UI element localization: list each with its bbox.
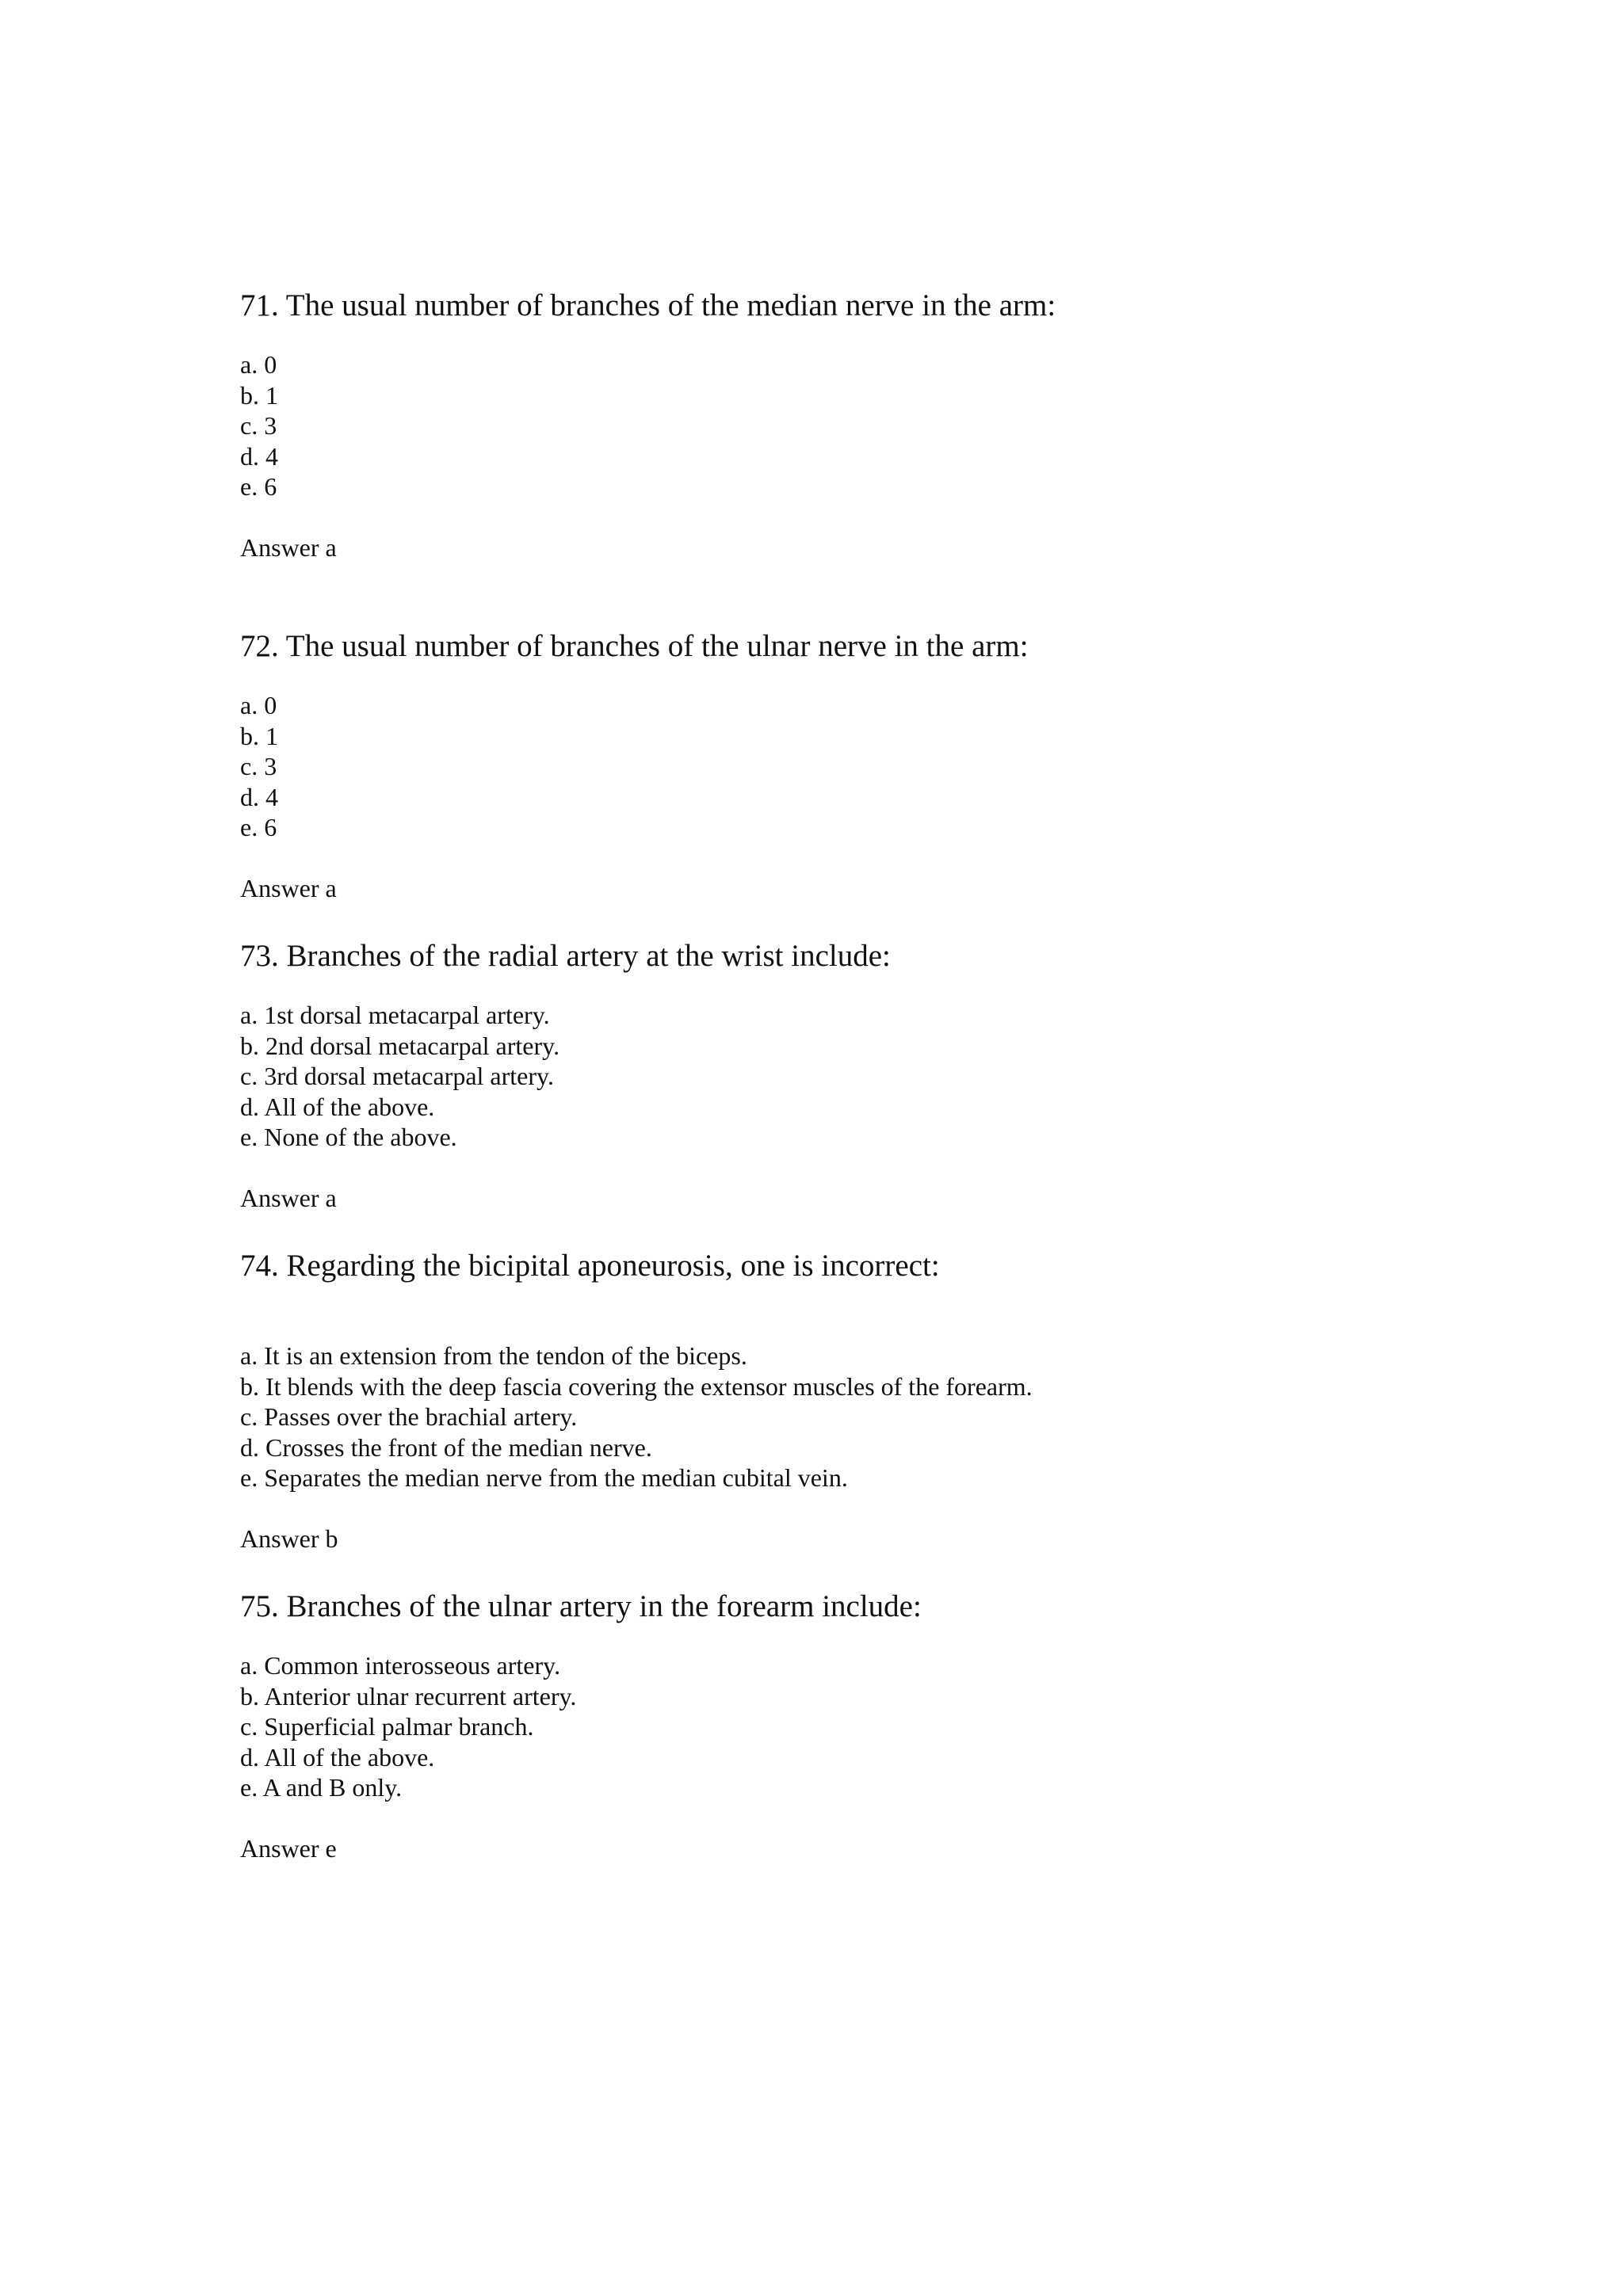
option-e: e. None of the above. [240,1123,457,1152]
option-c: c. 3rd dorsal metacarpal artery. [240,1062,554,1091]
option-b: b. 2nd dorsal metacarpal artery. [240,1031,560,1060]
option-d: d. All of the above. [240,1742,435,1772]
option-a: a. Common interosseous artery. [240,1651,561,1680]
answer-text: Answer a [240,1183,337,1212]
question-74 [240,1249,1508,1554]
option-c: c. 3 [240,752,277,781]
option-c: c. Passes over the brachial artery. [240,1402,578,1432]
options-list [240,1341,1508,1493]
question-72 [240,629,1508,903]
option-b: b. 1 [240,721,278,750]
question-73 [240,939,1508,1213]
option-d: d. 4 [240,782,278,811]
answer-text: Answer e [240,1833,337,1863]
question-text: 73. Branches of the radial artery at the wrist include: [240,939,891,973]
question-text: 74. Regarding the bicipital aponeurosis, one is incorrect: [240,1249,940,1283]
options-list [240,1000,1508,1153]
options-list [240,1650,1508,1803]
option-b: b. Anterior ulnar recurrent artery. [240,1681,577,1711]
option-d: d. 4 [240,441,278,471]
option-e: e. A and B only. [240,1773,403,1802]
option-b: b. It blends with the deep fascia covering the extensor muscles of the forearm. [240,1371,1033,1401]
option-e: e. Separates the median nerve from the median cubital vein. [240,1463,848,1493]
option-a: a. It is an extension from the tendon of the biceps. [240,1341,747,1370]
option-e: e. 6 [240,472,277,502]
option-d: d. Crosses the front of the median nerve. [240,1432,652,1462]
question-75 [240,1589,1508,1863]
option-b: b. 1 [240,380,278,410]
options-list [240,690,1508,843]
answer-text: Answer a [240,873,337,902]
option-a: a. 0 [240,350,277,379]
question-text: 72. The usual number of branches of the ulnar nerve in the arm: [240,629,1029,663]
options-list [240,349,1508,502]
question-text: 75. Branches of the ulnar artery in the forearm include: [240,1589,922,1623]
option-a: a. 1st dorsal metacarpal artery. [240,1001,550,1029]
question-71 [240,288,1508,563]
option-c: c. 3 [240,411,277,441]
option-a: a. 0 [240,691,277,719]
option-e: e. 6 [240,813,277,842]
option-d: d. All of the above. [240,1092,435,1121]
answer-text: Answer a [240,532,337,562]
option-c: c. Superficial palmar branch. [240,1712,534,1741]
answer-text: Answer b [240,1524,338,1553]
question-text: 71. The usual number of branches of the median nerve in the arm: [240,288,1056,322]
